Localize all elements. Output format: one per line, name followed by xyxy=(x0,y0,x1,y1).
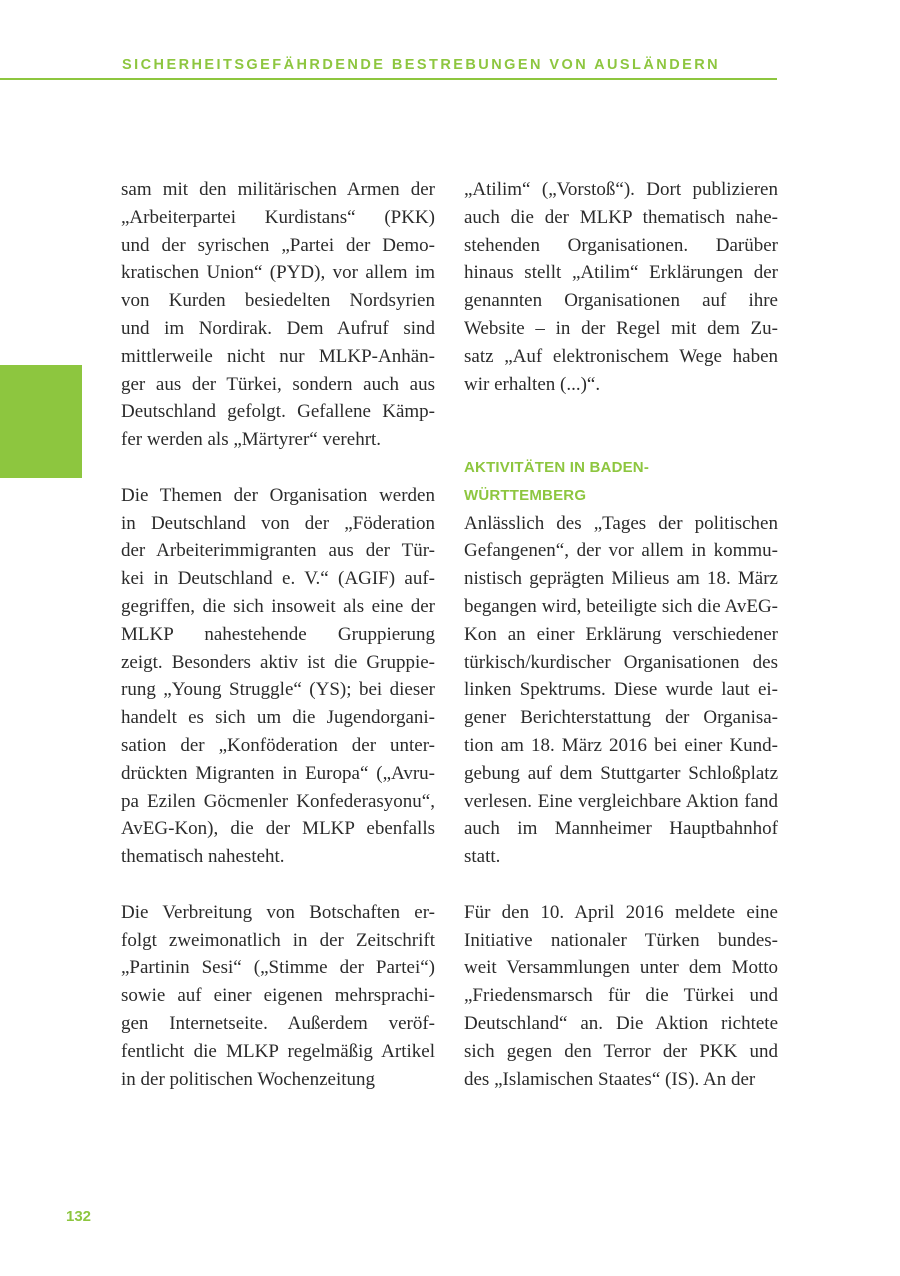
text-line: Website – in der Regel mit dem Zu- xyxy=(464,317,778,339)
text-line: stehenden Organisationen. Darüber xyxy=(464,234,778,256)
text-line: gen Internetseite. Außerdem veröf- xyxy=(121,1012,435,1034)
right-paragraph-1 xyxy=(464,176,778,398)
text-line: Die Themen der Organisation werden xyxy=(121,484,435,506)
section-heading-line-1: AKTIVITÄTEN IN BADEN- xyxy=(464,458,650,476)
text-line: sam mit den militärischen Armen der xyxy=(121,179,435,200)
text-line: pa Ezilen Göcmenler Konfederasyonu“, xyxy=(121,790,435,812)
text-line: sich gegen den Terror der PKK und xyxy=(464,1040,778,1062)
text-line: satz „Auf elektronischem Wege haben xyxy=(464,345,778,367)
text-line: des „Islamischen Staates“ (IS). An der xyxy=(464,1068,756,1090)
text-line: „Partinin Sesi“ („Stimme der Partei“) xyxy=(121,957,435,979)
text-line: sowie auf einer eigenen mehrsprachi- xyxy=(121,985,435,1007)
text-line: sation der „Konföderation der unter- xyxy=(121,734,435,756)
text-line: gegriffen, die sich insoweit als eine der xyxy=(121,595,435,617)
text-line: Initiative nationaler Türken bundes- xyxy=(464,929,778,951)
text-line: statt. xyxy=(464,846,501,868)
text-line: weit Versammlungen unter dem Motto xyxy=(464,957,778,979)
section-heading-line-2: WÜRTTEMBERG xyxy=(464,486,587,504)
text-line: „Friedensmarsch für die Türkei und xyxy=(464,985,778,1007)
text-line: kratischen Union“ (PYD), vor allem im xyxy=(121,262,435,284)
text-line: handelt es sich um die Jugendorgani- xyxy=(121,707,435,729)
text-line: Gefangenen“, der vor allem in kommu- xyxy=(464,540,778,562)
left-paragraph-2 xyxy=(121,482,435,871)
text-line: auch im Mannheimer Hauptbahnhof xyxy=(464,818,778,840)
text-line: genannten Organisationen auf ihre xyxy=(464,290,778,312)
text-line: und im Nordirak. Dem Aufruf sind xyxy=(121,317,435,339)
text-line: AvEG-Kon), die der MLKP ebenfalls xyxy=(121,818,435,840)
text-line: fentlicht die MLKP regelmäßig Artikel xyxy=(121,1040,435,1062)
text-line: von Kurden besiedelten Nordsyrien xyxy=(121,290,435,312)
text-line: Für den 10. April 2016 meldete eine xyxy=(464,901,778,923)
text-line: thematisch nahesteht. xyxy=(121,846,285,868)
text-line: begangen wird, beteiligte sich die AvEG- xyxy=(464,595,778,617)
text-line: und der syrischen „Partei der Demo- xyxy=(121,234,435,256)
right-paragraph-2 xyxy=(464,510,778,871)
text-line: türkisch/kurdischer Organisationen des xyxy=(464,651,778,673)
section-heading xyxy=(464,454,778,510)
text-line: Deutschland“ an. Die Aktion richtete xyxy=(464,1012,778,1034)
right-paragraph-3 xyxy=(464,899,778,1094)
text-line: in Deutschland von der „Föderation xyxy=(121,512,435,534)
left-paragraph-3 xyxy=(121,899,435,1094)
running-header-title: SICHERHEITSGEFÄHRDENDE BESTREBUNGEN VON AUSLÄNDERN xyxy=(122,57,721,73)
header-rule xyxy=(0,78,777,80)
text-line: folgt zweimonatlich in der Zeitschrift xyxy=(121,929,435,951)
text-line: „Atilim“ („Vorstoß“). Dort publizieren xyxy=(464,179,778,200)
text-line: Anlässlich des „Tages der politischen xyxy=(464,512,778,534)
text-line: nistisch geprägten Milieus am 18. März xyxy=(464,568,778,590)
text-line: gener Berichterstattung der Organisa- xyxy=(464,707,778,729)
text-line: hinaus stellt „Atilim“ Erklärungen der xyxy=(464,262,778,284)
text-line: gebung auf dem Stuttgarter Schloßplatz xyxy=(464,762,778,784)
left-paragraph-1 xyxy=(121,176,435,454)
text-line: tion am 18. März 2016 bei einer Kund- xyxy=(464,734,778,756)
page-number: 132 xyxy=(66,1208,92,1225)
left-column xyxy=(121,176,435,1093)
text-line: auch die der MLKP thematisch nahe- xyxy=(464,206,778,228)
text-line: Die Verbreitung von Botschaften er- xyxy=(121,901,435,923)
text-line: mittlerweile nicht nur MLKP-Anhän- xyxy=(121,345,435,367)
text-line: MLKP nahestehende Gruppierung xyxy=(121,623,435,645)
right-column xyxy=(464,176,778,1093)
text-line: kei in Deutschland e. V.“ (AGIF) auf- xyxy=(121,568,435,590)
text-line: wir erhalten (...)“. xyxy=(464,373,601,395)
text-line: linken Spektrums. Diese wurde laut ei- xyxy=(464,679,778,701)
text-line: Deutschland gefolgt. Gefallene Kämp- xyxy=(121,401,435,423)
text-line: rung „Young Struggle“ (YS); bei dieser xyxy=(121,679,435,701)
text-line: ger aus der Türkei, sondern auch aus xyxy=(121,373,435,395)
text-line: Kon an einer Erklärung verschiedener xyxy=(464,623,778,645)
text-line: der Arbeiterimmigranten aus der Tür- xyxy=(121,540,435,562)
text-line: verlesen. Eine vergleichbare Aktion fand xyxy=(464,790,778,812)
text-line: fer werden als „Märtyrer“ verehrt. xyxy=(121,429,382,451)
text-line: in der politischen Wochenzeitung xyxy=(121,1068,376,1090)
chapter-tab-marker xyxy=(0,365,82,478)
text-line: „Arbeiterpartei Kurdistans“ (PKK) xyxy=(121,206,435,228)
text-line: drückten Migranten in Europa“ („Avru- xyxy=(121,762,435,784)
text-line: zeigt. Besonders aktiv ist die Gruppie- xyxy=(121,651,435,673)
